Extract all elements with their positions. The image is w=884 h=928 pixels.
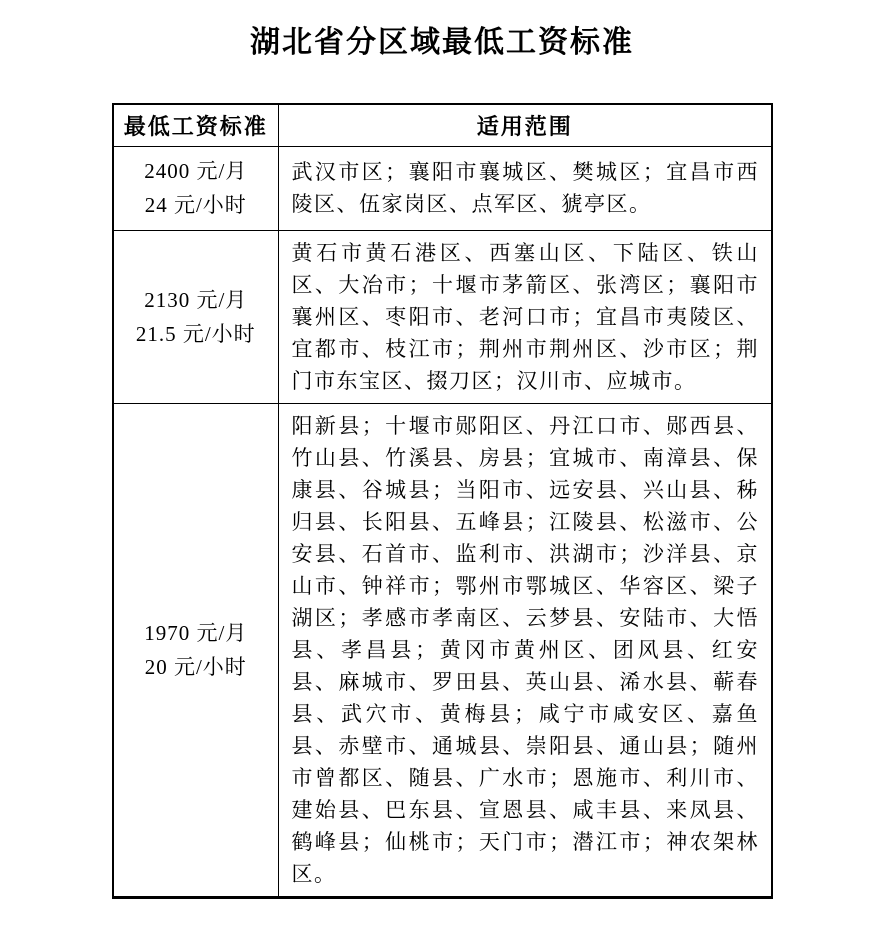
monthly-wage-value: 2130 元/月 (144, 287, 248, 312)
applicable-scope-cell: 黄石市黄石港区、西塞山区、下陆区、铁山区、大冶市；十堰市茅箭区、张湾区；襄阳市襄州区、枣阳市、老河口市；宜昌市夷陵区、宜都市、枝江市；荆州市荆州区、沙市区；荆门市东宝区、掇刀区；汉川市、应城市。 (278, 230, 772, 403)
wage-standard-cell (113, 230, 278, 403)
column-header-applicable-scope: 适用范围 (278, 104, 772, 146)
applicable-scope-cell: 阳新县；十堰市郧阳区、丹江口市、郧西县、竹山县、竹溪县、房县；宜城市、南漳县、保康县、谷城县；当阳市、远安县、兴山县、秭归县、长阳县、五峰县；江陵县、松滋市、公安县、石首市、监利市、洪湖市；沙洋县、京山市、钟祥市；鄂州市鄂城区、华容区、梁子湖区；孝感市孝南区、云梦县、安陆市、大悟县、孝昌县；黄冈市黄州区、团风县、红安县、麻城市、罗田县、英山县、浠水县、蕲春县、武穴市、黄梅县；咸宁市咸安区、嘉鱼县、赤壁市、通城县、崇阳县、通山县；随州市曾都区、随县、广水市；恩施市、利川市、建始县、巴东县、宣恩县、咸丰县、来凤县、鹤峰县；仙桃市；天门市；潜江市；神农架林区。 (278, 403, 772, 897)
applicable-scope-cell: 武汉市区；襄阳市襄城区、樊城区；宜昌市西陵区、伍家岗区、点军区、猇亭区。 (278, 146, 772, 230)
page-title: 湖北省分区域最低工资标准 (250, 26, 634, 59)
monthly-wage-value: 1970 元/月 (144, 620, 248, 645)
wage-standard-cell (113, 146, 278, 230)
wage-standard-cell (113, 403, 278, 897)
hourly-wage-value: 24 元/小时 (144, 193, 247, 217)
table-row (113, 230, 772, 403)
table-row (113, 146, 772, 230)
table-row (113, 403, 772, 897)
header-row (113, 104, 772, 146)
hourly-wage-value: 20 元/小时 (144, 654, 247, 679)
column-header-wage-standard: 最低工资标准 (113, 104, 278, 146)
minimum-wage-table (112, 103, 773, 899)
hourly-wage-value: 21.5 元/小时 (135, 321, 256, 346)
monthly-wage-value: 2400 元/月 (144, 159, 248, 183)
